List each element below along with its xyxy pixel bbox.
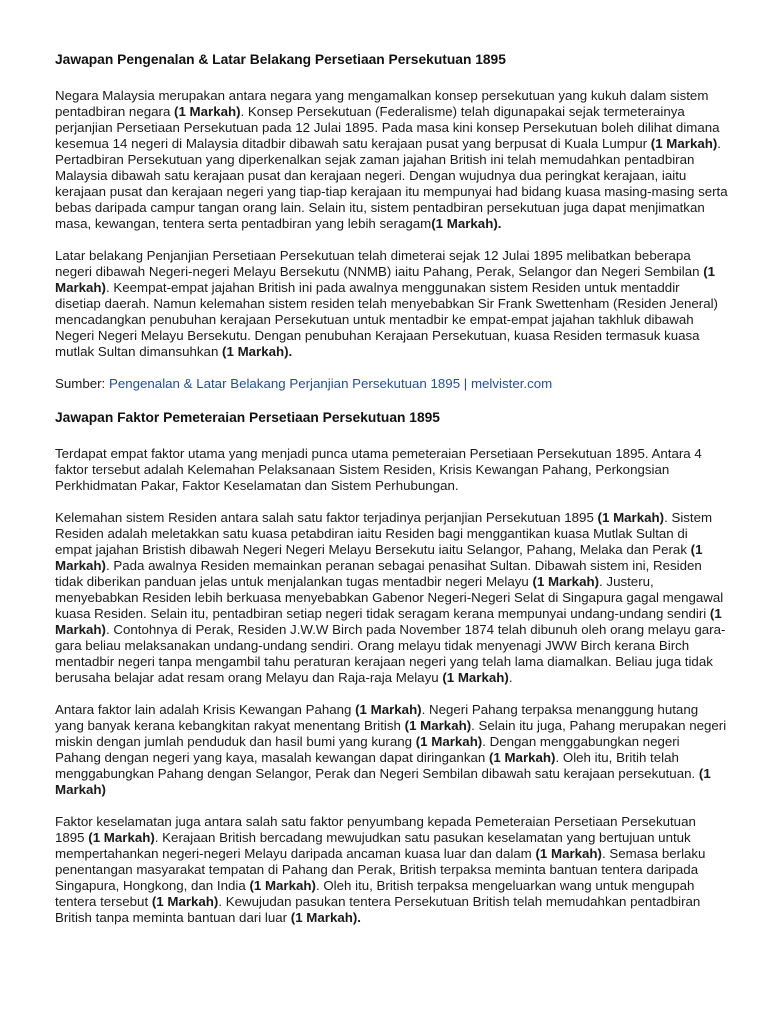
section2-paragraph-3: Antara faktor lain adalah Krisis Kewangan Pahang (1 Markah). Negeri Pahang terpaksa menanggung hutang yang banyak kerana kebangkitan rakyat menentang British (1 Markah). Selain itu juga, Pahang merupakan negeri miskin dengan jumlah penduduk dan hasil bumi yang kurang (1 Markah). Dengan menggabungkan negeri Pahang dengan negeri yang kaya, masalah kewangan dapat diringankan (1 Markah). Oleh itu, Britih telah menggabungkan Pahang dengan Selangor, Perak dan Negeri Sembilan dibawah satu kerajaan persekutuan. (1 Markah) [55, 702, 727, 797]
source-line: Sumber: Pengenalan & Latar Belakang Perjanjian Persekutuan 1895 | melvister.com [55, 376, 553, 391]
section1-paragraph-2: Latar belakang Penjanjian Persetiaan Persekutuan telah dimeterai sejak 12 Julai 1895 melibatkan beberapa negeri dibawah Negeri-negeri Melayu Bersekutu (NNMB) iaitu Pahang, Perak, Selangor dan Negeri Sembilan (1 Markah). Keempat-empat jajahan British ini pada awalnya menggunakan sistem Residen untuk mentaddir disetiap daerah. Namun kelemahan sistem residen telah menyebabkan Sir Frank Swettenham (Residen Jeneral) mencadangkan penubuhan kerajaan Persekutuan untuk mentadbir ke empat-empat jajahan takhluk dibawah Negeri Negeri Melayu Bersekutu. Dengan penubuhan Kerajaan Persekutuan, kuasa Residen termasuk kuasa mutlak Sultan dimansuhkan (1 Markah). [55, 248, 718, 359]
section2-paragraph-1: Terdapat empat faktor utama yang menjadi punca utama pemeteraian Persetiaan Persekutuan 1895. Antara 4 faktor tersebut adalah Kelemahan Pelaksanaan Sistem Residen, Krisis Kewangan Pahang, Perkongsian Perkhidmatan Pakar, Faktor Keselamatan dan Sistem Perhubungan. [55, 446, 702, 493]
section1-heading: Jawapan Pengenalan & Latar Belakang Persetiaan Persekutuan 1895 [55, 52, 506, 67]
section2-paragraph-4: Faktor keselamatan juga antara salah satu faktor penyumbang kepada Pemeteraian Persetiaan Persekutuan 1895 (1 Markah). Kerajaan British bercadang mewujudkan satu pasukan keselamatan yang bertujuan untuk mempertahankan negeri-negeri Melayu daripada ancaman kuasa luar dan dalam (1 Markah). Semasa berlaku penentangan masyarakat tempatan di Pahang dan Perak, British terpaksa meminta bantuan tentera daripada Singapura, Hongkong, dan India (1 Markah). Oleh itu, British terpaksa mengeluarkan wang untuk mengupah tentera tersebut (1 Markah). Kewujudan pasukan tentera Persekutuan British telah memudahkan pentadbiran British tanpa meminta bantuan dari luar (1 Markah). [55, 814, 706, 925]
section1-paragraph-1: Negara Malaysia merupakan antara negara yang mengamalkan konsep persekutuan yang kukuh dalam sistem pentadbiran negara (1 Markah). Konsep Persekutuan (Federalisme) telah digunapakai sejak termeterainya perjanjian Persetiaan Persekutuan pada 12 Julai 1895. Pada masa kini konsep Persekutuan boleh dilihat dimana kesemua 14 negeri di Malaysia ditadbir dibawah satu kerajaan pusat yang berpusat di Kuala Lumpur (1 Markah). Pertadbiran Persekutuan yang diperkenalkan sejak zaman jajahan British ini telah memudahkan pentadbiran Malaysia dibawah satu kerajaan pusat dan kerajaan negeri. Dengan wujudnya dua peringkat kerajaan, iaitu kerajaan pusat dan kerajaan negeri yang tiap-tiap kerajaan itu mempunyai had bidang kuasa masing-masing serta bebas daripada campur tangan orang lain. Selain itu, sistem pentadbiran persekutuan juga dapat menjimatkan masa, kewangan, tentera serta pentadbiran yang lebih seragam(1 Markah). [55, 88, 728, 231]
section2-paragraph-2: Kelemahan sistem Residen antara salah satu faktor terjadinya perjanjian Persekutuan 1895 (1 Markah). Sistem Residen adalah meletakkan satu kuasa petabdiran iaitu Residen bagi menggantikan kuasa Mutlak Sultan di empat jajahan Bristish dibawah Negeri Negeri Melayu Bersekutu iaitu Selangor, Pahang, Melaka dan Perak (1 Markah). Pada awalnya Residen memainkan peranan sebagai penasihat Sultan. Dibawah sistem ini, Residen tidak diberikan panduan jelas untuk menjalankan tugas mentadbir negeri Melayu (1 Markah). Justeru, menyebabkan Residen lebih berkuasa menyebabkan Gabenor Negeri-Negeri Selat di Singapura gagal mengawal kuasa Residen. Selain itu, pentadbiran setiap negeri tidak seragam kerana mempunyai undang-undang sendiri (1 Markah). Contohnya di Perak, Residen J.W.W Birch pada November 1874 telah dibunuh oleh orang melayu gara-gara beliau melaksanakan undang-undang sendiri. Orang melayu tidak menyenagi JWW Birch kerana Birch mentadbir negeri tanpa mengambil tahu peraturan kerajaan negeri yang telah lama diamalkan. Beliau juga tidak berusaha belajar adat resam orang Melayu dan Raja-raja Melayu (1 Markah). [55, 510, 726, 685]
section2-heading: Jawapan Faktor Pemeteraian Persetiaan Persekutuan 1895 [55, 410, 440, 425]
source-link[interactable]: Pengenalan & Latar Belakang Perjanjian Persekutuan 1895 | melvister.com [108, 376, 553, 391]
